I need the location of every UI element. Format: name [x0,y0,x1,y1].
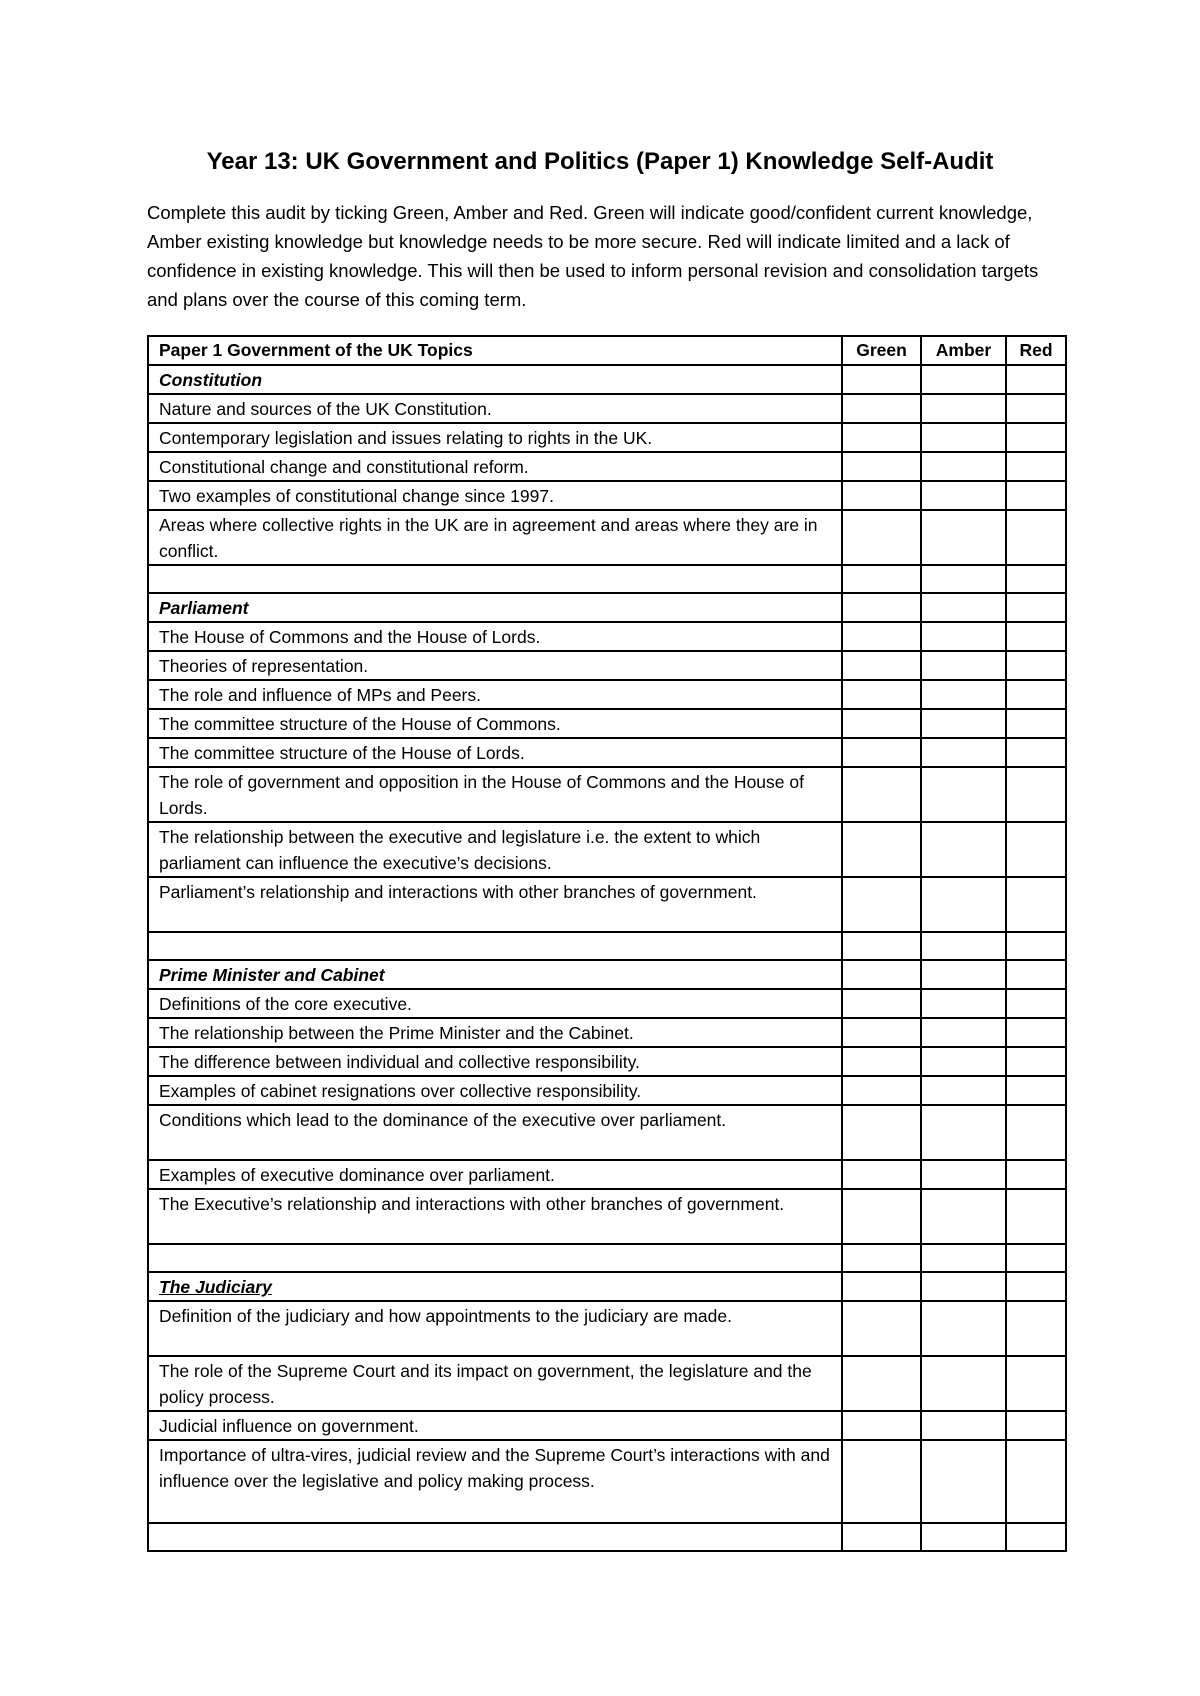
green-cell[interactable] [842,822,921,877]
amber-cell[interactable] [921,1301,1006,1356]
green-cell[interactable] [842,1272,921,1301]
green-cell[interactable] [842,481,921,510]
amber-cell[interactable] [921,989,1006,1018]
green-cell[interactable] [842,738,921,767]
amber-cell[interactable] [921,394,1006,423]
red-cell[interactable] [1006,680,1066,709]
red-cell[interactable] [1006,1047,1066,1076]
section-row [148,365,1066,394]
green-cell[interactable] [842,1440,921,1523]
amber-cell[interactable] [921,1105,1006,1160]
amber-cell[interactable] [921,1047,1006,1076]
header-red: Red [1006,336,1066,365]
topic-label: The role of government and opposition in the House of Commons and the House of Lords. [148,767,842,822]
amber-cell[interactable] [921,738,1006,767]
section-row [148,1272,1066,1301]
spacer-cell [842,1244,921,1272]
topic-label: Contemporary legislation and issues relating to rights in the UK. [148,423,842,452]
red-cell[interactable] [1006,767,1066,822]
red-cell[interactable] [1006,989,1066,1018]
red-cell[interactable] [1006,452,1066,481]
amber-cell[interactable] [921,1076,1006,1105]
amber-cell[interactable] [921,680,1006,709]
green-cell[interactable] [842,877,921,932]
amber-cell[interactable] [921,510,1006,565]
section-heading: Prime Minister and Cabinet [148,960,842,989]
topic-row [148,423,1066,452]
topic-row [148,1018,1066,1047]
topic-label: The role of the Supreme Court and its impact on government, the legislature and the policy process. [148,1356,842,1411]
red-cell[interactable] [1006,960,1066,989]
intro-paragraph: Complete this audit by ticking Green, Amber and Red. Green will indicate good/confident current knowledge, Amber existing knowledge but knowledge needs to be more secure. Red will indicate limited and a lack of confidence in existing knowledge. This will then be used to inform personal revision and consolidation targets and plans over the course of this coming term. [147,202,1039,310]
green-cell[interactable] [842,622,921,651]
topic-label: The committee structure of the House of Commons. [148,709,842,738]
green-cell[interactable] [842,1018,921,1047]
red-cell[interactable] [1006,1076,1066,1105]
red-cell[interactable] [1006,1189,1066,1244]
topic-label: Areas where collective rights in the UK are in agreement and areas where they are in conflict. [148,510,842,565]
topic-row [148,767,1066,822]
header-row [148,336,1066,365]
spacer-cell [148,1244,842,1272]
green-cell[interactable] [842,960,921,989]
topic-label: The committee structure of the House of Lords. [148,738,842,767]
amber-cell[interactable] [921,1356,1006,1411]
topic-row [148,510,1066,565]
topic-row [148,1411,1066,1440]
section-heading: The Judiciary [148,1272,842,1301]
green-cell[interactable] [842,1160,921,1189]
red-cell[interactable] [1006,593,1066,622]
amber-cell[interactable] [921,1160,1006,1189]
amber-cell[interactable] [921,651,1006,680]
green-cell[interactable] [842,1047,921,1076]
amber-cell[interactable] [921,1272,1006,1301]
spacer-cell [1006,565,1066,593]
green-cell[interactable] [842,510,921,565]
page-title: Year 13: UK Government and Politics (Paper 1) Knowledge Self-Audit [206,148,994,175]
topic-row [148,1440,1066,1523]
green-cell[interactable] [842,423,921,452]
topic-row [148,1047,1066,1076]
topic-row [148,877,1066,932]
topic-row [148,1105,1066,1160]
topic-label: Constitutional change and constitutional reform. [148,452,842,481]
topic-row [148,709,1066,738]
topic-row [148,452,1066,481]
topic-row [148,622,1066,651]
amber-cell[interactable] [921,593,1006,622]
amber-cell[interactable] [921,1018,1006,1047]
amber-cell[interactable] [921,365,1006,394]
amber-cell[interactable] [921,877,1006,932]
green-cell[interactable] [842,709,921,738]
spacer-cell [921,1523,1006,1551]
topic-label: Definition of the judiciary and how appointments to the judiciary are made. [148,1301,842,1356]
red-cell[interactable] [1006,738,1066,767]
topic-row [148,1356,1066,1411]
red-cell[interactable] [1006,1301,1066,1356]
topic-label: The Executive’s relationship and interactions with other branches of government. [148,1189,842,1244]
red-cell[interactable] [1006,481,1066,510]
green-cell[interactable] [842,651,921,680]
amber-cell[interactable] [921,1189,1006,1244]
topic-label: Conditions which lead to the dominance of the executive over parliament. [148,1105,842,1160]
red-cell[interactable] [1006,877,1066,932]
green-cell[interactable] [842,1105,921,1160]
topic-row [148,394,1066,423]
spacer-cell [148,1523,842,1551]
spacer-cell [921,565,1006,593]
spacer-row [148,1244,1066,1272]
red-cell[interactable] [1006,1356,1066,1411]
topic-row [148,1301,1066,1356]
green-cell[interactable] [842,767,921,822]
green-cell[interactable] [842,680,921,709]
spacer-row [148,932,1066,960]
topic-label: The difference between individual and collective responsibility. [148,1047,842,1076]
topic-label: Definitions of the core executive. [148,989,842,1018]
spacer-cell [842,565,921,593]
topic-label: Theories of representation. [148,651,842,680]
spacer-row [148,1523,1066,1551]
amber-cell[interactable] [921,709,1006,738]
green-cell[interactable] [842,989,921,1018]
header-amber: Amber [921,336,1006,365]
topic-label: The House of Commons and the House of Lords. [148,622,842,651]
green-cell[interactable] [842,365,921,394]
topic-label: Examples of cabinet resignations over collective responsibility. [148,1076,842,1105]
green-cell[interactable] [842,1411,921,1440]
topic-label: Nature and sources of the UK Constitution. [148,394,842,423]
audit-table [147,335,1067,1552]
topic-row [148,651,1066,680]
section-row [148,593,1066,622]
red-cell[interactable] [1006,1272,1066,1301]
spacer-cell [148,932,842,960]
section-heading: Parliament [148,593,842,622]
amber-cell[interactable] [921,452,1006,481]
section-heading: Constitution [148,365,842,394]
spacer-cell [1006,932,1066,960]
green-cell[interactable] [842,1076,921,1105]
topic-row [148,822,1066,877]
amber-cell[interactable] [921,622,1006,651]
topic-label: The relationship between the Prime Minister and the Cabinet. [148,1018,842,1047]
spacer-cell [1006,1523,1066,1551]
topic-row [148,481,1066,510]
amber-cell[interactable] [921,960,1006,989]
topic-row [148,680,1066,709]
green-cell[interactable] [842,452,921,481]
green-cell[interactable] [842,1356,921,1411]
red-cell[interactable] [1006,651,1066,680]
section-row [148,960,1066,989]
topic-row [148,1189,1066,1244]
red-cell[interactable] [1006,1411,1066,1440]
red-cell[interactable] [1006,1160,1066,1189]
spacer-cell [921,1244,1006,1272]
amber-cell[interactable] [921,767,1006,822]
red-cell[interactable] [1006,709,1066,738]
red-cell[interactable] [1006,1440,1066,1523]
green-cell[interactable] [842,1301,921,1356]
spacer-cell [842,1523,921,1551]
topic-label: Examples of executive dominance over parliament. [148,1160,842,1189]
amber-cell[interactable] [921,822,1006,877]
spacer-row [148,565,1066,593]
green-cell[interactable] [842,1189,921,1244]
topic-label: Two examples of constitutional change since 1997. [148,481,842,510]
topic-row [148,989,1066,1018]
spacer-cell [842,932,921,960]
red-cell[interactable] [1006,510,1066,565]
amber-cell[interactable] [921,1440,1006,1523]
red-cell[interactable] [1006,622,1066,651]
green-cell[interactable] [842,593,921,622]
red-cell[interactable] [1006,365,1066,394]
red-cell[interactable] [1006,423,1066,452]
header-topics: Paper 1 Government of the UK Topics [148,336,842,365]
topic-label: Parliament’s relationship and interactions with other branches of government. [148,877,842,932]
spacer-cell [148,565,842,593]
amber-cell[interactable] [921,481,1006,510]
topic-label: Judicial influence on government. [148,1411,842,1440]
spacer-cell [921,932,1006,960]
red-cell[interactable] [1006,394,1066,423]
topic-label: The relationship between the executive and legislature i.e. the extent to which parliament can influence the executive’s decisions. [148,822,842,877]
topic-row [148,738,1066,767]
topic-row [148,1160,1066,1189]
topic-row [148,1076,1066,1105]
amber-cell[interactable] [921,423,1006,452]
red-cell[interactable] [1006,1105,1066,1160]
red-cell[interactable] [1006,1018,1066,1047]
topic-label: The role and influence of MPs and Peers. [148,680,842,709]
red-cell[interactable] [1006,822,1066,877]
topic-label: Importance of ultra-vires, judicial review and the Supreme Court’s interactions with and influence over the legislative and policy making process. [148,1440,842,1523]
spacer-cell [1006,1244,1066,1272]
amber-cell[interactable] [921,1411,1006,1440]
green-cell[interactable] [842,394,921,423]
header-green: Green [842,336,921,365]
